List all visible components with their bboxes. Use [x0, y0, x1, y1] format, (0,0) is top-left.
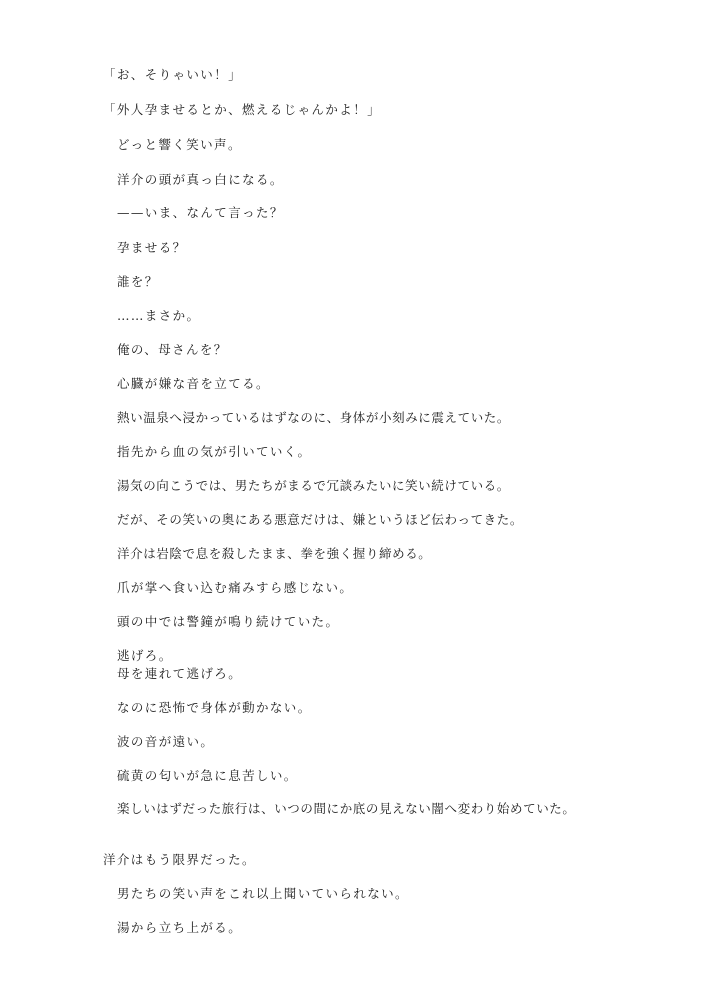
text-line: 楽しいはずだった旅行は、いつの間にか底の見えない闇へ変わり始めていた。 [117, 801, 576, 816]
text-line: 誰を？ [117, 274, 159, 289]
text-line: 「お、そりゃいい！」 [103, 67, 243, 82]
text-line: 指先から血の気が引いていく。 [117, 444, 312, 459]
text-line: 頭の中では警鐘が鳴り続けていた。 [117, 614, 340, 629]
text-line: 孕ませる？ [117, 240, 187, 255]
text-line: 「外人孕ませるとか、燃えるじゃんかよ！」 [103, 102, 382, 117]
text-line: 硫黄の匂いが急に息苦しい。 [117, 768, 298, 783]
text-line: 波の音が遠い。 [117, 734, 215, 749]
text-line: 爪が掌へ食い込む痛みすら感じない。 [117, 580, 354, 595]
text-line: ——いま、なんて言った？ [117, 205, 284, 220]
text-line: 湯気の向こうでは、男たちがまるで冗談みたいに笑い続けている。 [117, 478, 510, 493]
text-line: 洋介は岩陰で息を殺したまま、拳を強く握り締める。 [117, 546, 432, 561]
text-line: なのに恐怖で身体が動かない。 [117, 700, 312, 715]
text-line: 熱い温泉へ浸かっているはずなのに、身体が小刻みに震えていた。 [117, 410, 511, 425]
text-line: 心臓が嫌な音を立てる。 [117, 376, 270, 391]
text-line: だが、その笑いの奥にある悪意だけは、嫌というほど伝わってきた。 [117, 512, 523, 527]
text-line: どっと響く笑い声。 [117, 137, 242, 152]
text-line: ……まさか。 [117, 308, 201, 323]
text-line: 男たちの笑い声をこれ以上聞いていられない。 [117, 886, 409, 901]
text-line: 湯から立ち上がる。 [117, 920, 243, 935]
text-line: 俺の、母さんを？ [117, 342, 228, 357]
text-line: 洋介はもう限界だった。 [103, 852, 256, 867]
text-line: 洋介の頭が真っ白になる。 [117, 172, 284, 187]
text-line: 逃げろ。 [117, 648, 173, 663]
text-line: 母を連れて逃げろ。 [117, 666, 243, 681]
